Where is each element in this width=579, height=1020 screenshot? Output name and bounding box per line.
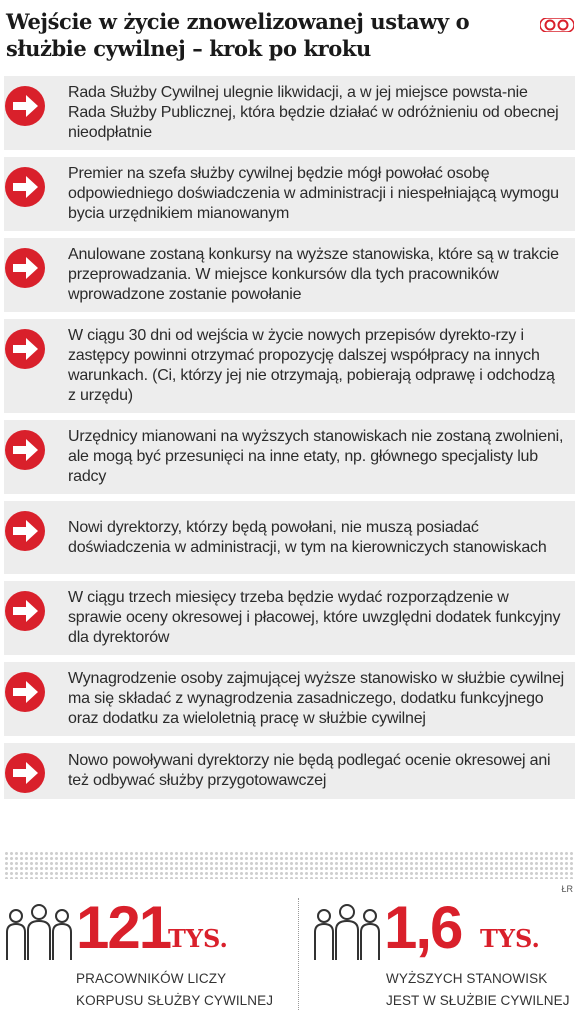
stat-unit: TYS. xyxy=(168,924,228,953)
arrow-right-circle-icon xyxy=(4,752,46,794)
step-item xyxy=(4,319,575,413)
people-group-icon xyxy=(312,902,382,964)
step-text: W ciągu trzech miesięcy trzeba będzie wydać rozporządzenie w sprawie oceny okresowej i płacowej, które uwzględni dodatek funkcyjny dla dyrektorów xyxy=(68,589,561,646)
arrow-right-circle-icon xyxy=(4,429,46,471)
steps-list xyxy=(4,76,575,806)
people-group-icon xyxy=(4,902,74,964)
arrow-right-circle-icon xyxy=(4,590,46,632)
stat-description: PRACOWNIKÓW LICZY KORPUSU SŁUŻBY CYWILNEJ xyxy=(76,971,274,1008)
stat-divider xyxy=(298,898,299,1010)
dotted-separator xyxy=(4,851,575,879)
arrow-right-circle-icon xyxy=(4,85,46,127)
step-text: Urzędnicy mianowani na wyższych stanowiskach nie zostaną zwolnieni, ale mogą być przesunięci na inne etaty, np. głównego specjalisty lub radcy xyxy=(68,428,564,485)
step-item xyxy=(4,501,575,574)
step-text: Nowo powoływani dyrektorzy nie będą podlegać ocenie okresowej ani też odbywać służby przygotowawczej xyxy=(68,752,551,789)
arrow-right-circle-icon xyxy=(4,247,46,289)
arrow-right-circle-icon xyxy=(4,166,46,208)
author-credit: ŁR xyxy=(561,884,573,894)
stat-senior-positions xyxy=(312,894,577,1010)
page-title: Wejście w życie znowelizowanej ustawy o służbie cywilnej – krok po kroku xyxy=(6,9,470,61)
step-item xyxy=(4,157,575,231)
step-item xyxy=(4,743,575,799)
stat-unit: TYS. xyxy=(480,924,540,953)
arrow-right-circle-icon xyxy=(4,510,46,552)
step-text: Wynagrodzenie osoby zajmującej wyższe stanowisko w służbie cywilnej ma się składać z wynagrodzenia zasadniczego, dodatku funkcyjnego oraz dodatku za wieloletnią pracę w służbie cywilnej xyxy=(68,670,565,727)
step-text: Rada Służby Cywilnej ulegnie likwidacji, a w jej miejsce powsta-nie Rada Służby Publicznej, która będzie działać w odróżnieniu od obecnej nieodpłatnie xyxy=(68,84,559,141)
step-item xyxy=(4,420,575,494)
step-text: Nowi dyrektorzy, którzy będą powołani, nie muszą posiadać doświadczenia w administracji, w tym na kierowniczych stanowiskach xyxy=(68,518,547,556)
step-item xyxy=(4,238,575,312)
step-item xyxy=(4,662,575,736)
gp-logo xyxy=(540,18,574,32)
step-item xyxy=(4,76,575,150)
stat-description: WYŻSZYCH STANOWISK JEST W SŁUŻBIE CYWILNEJ xyxy=(386,971,570,1008)
step-item xyxy=(4,581,575,655)
stat-employees xyxy=(4,894,289,1010)
arrow-right-circle-icon xyxy=(4,671,46,713)
step-text: Anulowane zostaną konkursy na wyższe stanowiska, które są w trakcie przeprowadzania. W miejsce konkursów dla tych pracowników wprowadzone zostanie powołanie xyxy=(68,246,559,303)
step-text: Premier na szefa służby cywilnej będzie mógł powołać osobę odpowiedniego doświadczenia w administracji i niespełniającą wymogu bycia urzędnikiem mianowanym xyxy=(68,165,559,222)
stat-number: 1,6 xyxy=(384,894,462,961)
step-text: W ciągu 30 dni od wejścia w życie nowych przepisów dyrekto-rzy i zastępcy powinni otrzymać propozycję dalszej współpracy na innych warunkach. (Ci, którzy jej nie otrzymają, pobierają odprawę i odchodzą z urzędu) xyxy=(68,327,555,404)
arrow-right-circle-icon xyxy=(4,328,46,370)
stat-number: 121 xyxy=(76,894,171,961)
